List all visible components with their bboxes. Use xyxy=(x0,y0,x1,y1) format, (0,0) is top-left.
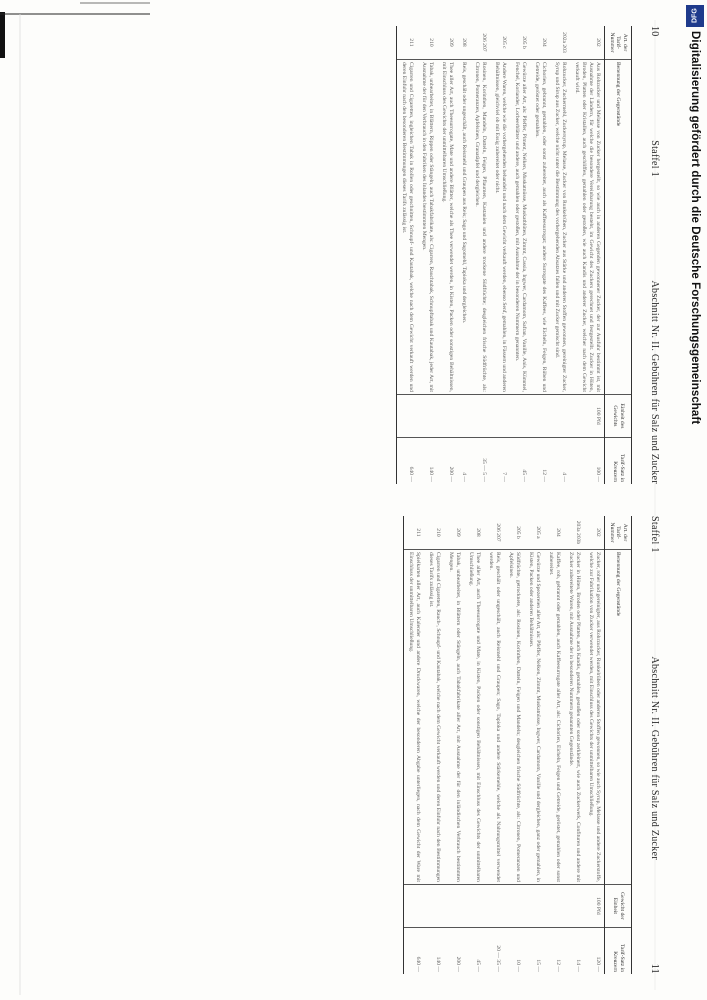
right-page-header-title: Staffel 1 xyxy=(648,516,660,553)
row-rate: 35 — 5 — xyxy=(470,437,490,484)
row-rate: 10 — xyxy=(504,927,524,974)
left-page-header xyxy=(644,26,660,484)
binding-edge-mark xyxy=(0,12,5,58)
row-rate: 640 — xyxy=(403,927,424,974)
row-unit: 100 Pfd xyxy=(570,394,605,437)
table-row xyxy=(457,26,470,484)
row-rate: 12 — xyxy=(544,927,564,974)
table-row xyxy=(584,516,605,974)
row-description: Gewürze und Spezereien aller Art, als: Pfeffer, Nelken, Zimmt, Muskatnüsse, Ingwer, Cardamom, Vanille und dergleichen, ganz oder gemahlen, in Kisten, Packen oder anderen Behältnissen. xyxy=(524,549,544,884)
row-unit xyxy=(444,884,464,927)
row-art: 202a 203 xyxy=(560,32,567,53)
row-art: 210 xyxy=(434,528,441,537)
row-art: 210 xyxy=(427,38,434,47)
row-art: 203a 203b xyxy=(574,520,581,545)
row-unit xyxy=(457,394,470,437)
table-row xyxy=(504,516,524,974)
row-unit xyxy=(403,884,424,927)
row-description: Aus Rohzucker und Melasse von Zucker hergestellt, so wie auch in anderen Gegenden gewonnener Zucker, der zur Ausfuhr bestimmt ist, mit Ausnahme der Ländern, für welche die besondere Vereinbarung besteht, im Gewicht des Zuckers gerechnet und festgestellt. Zucker in Hüten, Broden, Platten oder Kristallen, auch geschliffen, gemahlen oder gestoßen, wie auch Kandis und anderer Zucker, welcher nach dem Gewicht verkauft wird. xyxy=(570,59,605,394)
row-rate: 120 — xyxy=(584,927,605,974)
row-art: 205 b xyxy=(514,526,521,539)
row-unit xyxy=(544,884,564,927)
col-header-unit: Einheit des Gewichts xyxy=(604,394,631,437)
table-row xyxy=(550,26,570,484)
row-art: 209 xyxy=(447,38,454,47)
table-row xyxy=(530,26,550,484)
row-rate: 4 — xyxy=(457,437,470,484)
row-description: Andere Waren, welche wie die vorhergehenden behandelt und nach dem Gewicht verkauft werden, ebenso Senf, gemahlen, in Fässern und anderen Behältnissen, gleichviel ob mit Essig zubereitet oder nicht. xyxy=(490,59,510,394)
row-rate: 4 — xyxy=(550,437,570,484)
row-description: Spielkarten aller Art, auch Kalender und andere Druckwaren, welche der besonderen Abgabe unterliegen, nach dem Gewicht der Ware mit Einschluss der unmittelbaren Umschließung. xyxy=(403,549,424,884)
right-table-header-row xyxy=(604,516,631,974)
row-rate: 45 — xyxy=(510,437,530,484)
row-description: Zucker, roher und gereinigter, aus Rohrzucker, Runkelrüben oder anderen Stoffen gewonnen, so wie auch Syrup, Melasse und andere Zuckerstoffe, welche zur Fabrikation von Zucker verwendet werden, mit Einschluss des Gewichts der unmittelbaren Umschließung. xyxy=(584,549,605,884)
row-rate: 640 — xyxy=(396,437,417,484)
row-art: 202 xyxy=(594,38,601,47)
row-unit xyxy=(510,394,530,437)
table-row xyxy=(464,516,484,974)
row-description: Südfrüchte, getrocknete, als: Rosinen, Korinthen, Datteln, Feigen und Mandeln; desgleichen frische Südfrüchte, als: Citronen, Pomeranzen und Apfelsinen. xyxy=(504,549,524,884)
row-rate: 200 — xyxy=(444,927,464,974)
row-unit xyxy=(484,884,504,927)
table-row xyxy=(424,516,444,974)
row-description: Cigarren und Cigaretten, ingleichen Tabak in Rollen oder geschnitten, Schnupf- und Kautabak, welche nach dem Gewicht verkauft werden und deren Einfuhr nach den besonderen Bestimmungen dieses Tarifs zulässig ist. xyxy=(396,59,417,394)
col-header-description: Benennung der Gegenstände xyxy=(604,549,631,884)
row-art: 206 207 xyxy=(494,523,501,542)
row-description: Reis, geschält oder ungeschält, auch Reismehl und Graupen aus Reis; Sago und Sagomehl, Tapioka und dergleichen. xyxy=(457,59,470,394)
col-header-art: Art. der Tarif-Nummer xyxy=(604,26,631,59)
col-header-art: Art. der Tarif-Nummer xyxy=(604,516,631,549)
row-rate: 12 — xyxy=(530,437,550,484)
row-rate: 200 — xyxy=(437,437,457,484)
row-unit: 100 Pfd xyxy=(584,884,605,927)
table-row xyxy=(444,516,464,974)
table-row xyxy=(470,26,490,484)
table-row xyxy=(570,26,605,484)
row-unit xyxy=(490,394,510,437)
row-unit xyxy=(464,884,484,927)
dfg-watermark xyxy=(684,5,706,995)
row-description: Thee aller Art, auch Theesurrogate, Mate und andere Blätter, welche als Thee verwendet werden, in Kisten, Packen oder sonstigen Behältnissen, mit Einschluss des Gewichts der unmittelbaren Umschließung. xyxy=(437,59,457,394)
right-page xyxy=(34,510,674,980)
left-table-body xyxy=(396,26,604,484)
row-rate: 100 — xyxy=(570,437,605,484)
row-art: 211 xyxy=(403,516,424,549)
right-tariff-table xyxy=(403,516,632,974)
table-row xyxy=(564,516,584,974)
row-description: Cichorien, gebrannt, gemahlen, oder sonst zubereitet, auch als Kaffeesurrogat; andere Surrogate des Kaffees, wie Eicheln, Feigen, Rüben und Getreide, geröstet oder gemahlen. xyxy=(530,59,550,394)
row-rate: 20 — 35 — xyxy=(484,927,504,974)
right-page-header-section: Abschnitt Nr. II. Gebühren für Salz und Zucker xyxy=(648,656,660,860)
row-unit xyxy=(396,394,417,437)
right-page-number: 11 xyxy=(648,963,660,974)
row-art: 205 b xyxy=(520,36,527,49)
row-unit xyxy=(417,394,437,437)
left-tariff-table xyxy=(396,26,632,484)
row-unit xyxy=(504,884,524,927)
table-row xyxy=(403,516,424,974)
row-description: Cigarren und Cigaretten, Rauch-, Schnupf- und Kautabak, welche nach dem Gewicht verkauft werden und deren Einfuhr nach den Bestimmungen dieses Tarifs zulässig ist. xyxy=(424,549,444,884)
row-art: 208 xyxy=(474,528,481,537)
row-art: 204 xyxy=(554,528,561,537)
row-art: 202 xyxy=(594,528,601,537)
row-description: Zucker in Hüten, Broden oder Platten, auch Kandis, gemahlen, gestoßen oder sonst zerkleinert, wie auch Zuckerwerk, Confituren und andere mit Zucker zubereitete Waren, mit Ausnahme der in besonderen Nummern genannten Gegenstände. xyxy=(564,549,584,884)
table-row xyxy=(524,516,544,974)
row-art: 211 xyxy=(396,26,417,59)
row-art: 209 xyxy=(454,528,461,537)
row-unit xyxy=(530,394,550,437)
row-rate: 140 — xyxy=(424,927,444,974)
row-unit xyxy=(470,394,490,437)
row-unit xyxy=(437,394,457,437)
table-row xyxy=(437,26,457,484)
left-page-number: 10 xyxy=(648,26,660,37)
row-description: Rosinen, Korinthen, Mandeln, Datteln, Feigen, Pflaumen, Kastanien und andere trockene Südfrüchte; desgleichen frische Südfrüchte, als: Citronen, Pomeranzen, Apfelsinen, Granatäpfel und dergleichen. xyxy=(470,59,490,394)
table-row xyxy=(396,26,417,484)
row-description: Thee aller Art, auch Theesurrogate und Mate, in Kisten, Packen oder sonstigen Behältnissen, mit Einschluss des Gewichts der unmittelbaren Umschließung. xyxy=(464,549,484,884)
row-art: 206 207 xyxy=(480,33,487,52)
row-description: Rohzucker, Zuckermehl, Zuckersyrup, Melasse, Zucker von Runkelrüben, Zucker aus Stärke und anderen Stoffen gewonnen, gereinigter Zucker, Syrup und Sirup aus Zucker, welche nicht unter die Bestimmung des vorhergehenden Absatzes fallen und mit Zucker gemischt sind. xyxy=(550,59,570,394)
row-description: Kaffee, roh, gebrannt oder gemahlen, auch Kaffeesurrogate aller Art, als: Cichorien, Eicheln, Feigen und Getreide, geröstet, gemahlen oder sonst zubereitet. xyxy=(544,549,564,884)
left-page-header-title: Staffel 1 xyxy=(648,140,660,177)
row-description: Tabak, unbearbeitet, in Blättern, Rippen oder Stängeln, auch Tabakfabrikate, als: Cigarren, Rauchtabak, Schnupftabak und Kautabak, jeder Art, mit Ausnahme der für den Verbrauch in den Fabriken des Inlandes bestimmten Mengen. xyxy=(417,59,437,394)
table-row xyxy=(544,516,564,974)
row-art: 205 a xyxy=(534,526,541,539)
row-rate: 140 — xyxy=(417,437,437,484)
row-unit xyxy=(550,394,570,437)
row-rate: 14 — xyxy=(564,927,584,974)
row-art: 208 xyxy=(460,38,467,47)
row-description: Gewürze aller Art, als: Pfeffer, Piment, Nelken, Muskatnüsse, Muskatblüten, Zimmt, Cassia, Ingwer, Cardamom, Safran, Vanille, Anis, Kümmel, Fenchel, Koriander, Lorbeerblätter und andere, auch gemahlen oder gestoßen, mit Ausnahme der in besonderen Nummern genannten. xyxy=(510,59,530,394)
row-unit xyxy=(564,884,584,927)
table-row xyxy=(510,26,530,484)
row-art: 205 c xyxy=(500,36,507,49)
row-rate: 15 — xyxy=(524,927,544,974)
row-rate: 45 — xyxy=(464,927,484,974)
table-row xyxy=(417,26,437,484)
table-row xyxy=(490,26,510,484)
right-page-header xyxy=(644,516,660,974)
col-header-rate: Tarif-Satz in Kreuzern xyxy=(604,927,631,974)
right-table-body xyxy=(403,516,604,974)
row-description: Reis, geschält oder ungeschält, auch Reismehl und Graupen; Sago, Tapioka und andere Stärkemehle, welche als Nahrungsmittel verwendet werden. xyxy=(484,549,504,884)
col-header-rate: Tarif-Satz in Kreuzern xyxy=(604,437,631,484)
dfg-logo: DFG xyxy=(686,5,704,27)
col-header-description: Benennung der Gegenstände xyxy=(604,59,631,394)
left-page-header-section: Abschnitt Nr. II. Gebühren für Salz und Zucker xyxy=(648,280,660,484)
row-unit xyxy=(524,884,544,927)
col-header-unit: Gewicht der Einheit xyxy=(604,884,631,927)
rotated-spread xyxy=(34,20,674,980)
row-description: Tabak, unbearbeitet, in Blättern oder Stängeln, auch Tabakfabrikate aller Art, mit Ausnahme der für den inländischen Verbrauch bestimmten Mengen. xyxy=(444,549,464,884)
row-unit xyxy=(424,884,444,927)
left-page xyxy=(34,20,674,490)
left-table-header-row xyxy=(604,26,631,484)
row-art: 204 xyxy=(540,38,547,47)
table-row xyxy=(484,516,504,974)
dfg-watermark-text: Digitalisierung gefördert durch die Deutsche Forschungsgemeinschaft xyxy=(689,31,701,425)
row-rate: 7 — xyxy=(490,437,510,484)
